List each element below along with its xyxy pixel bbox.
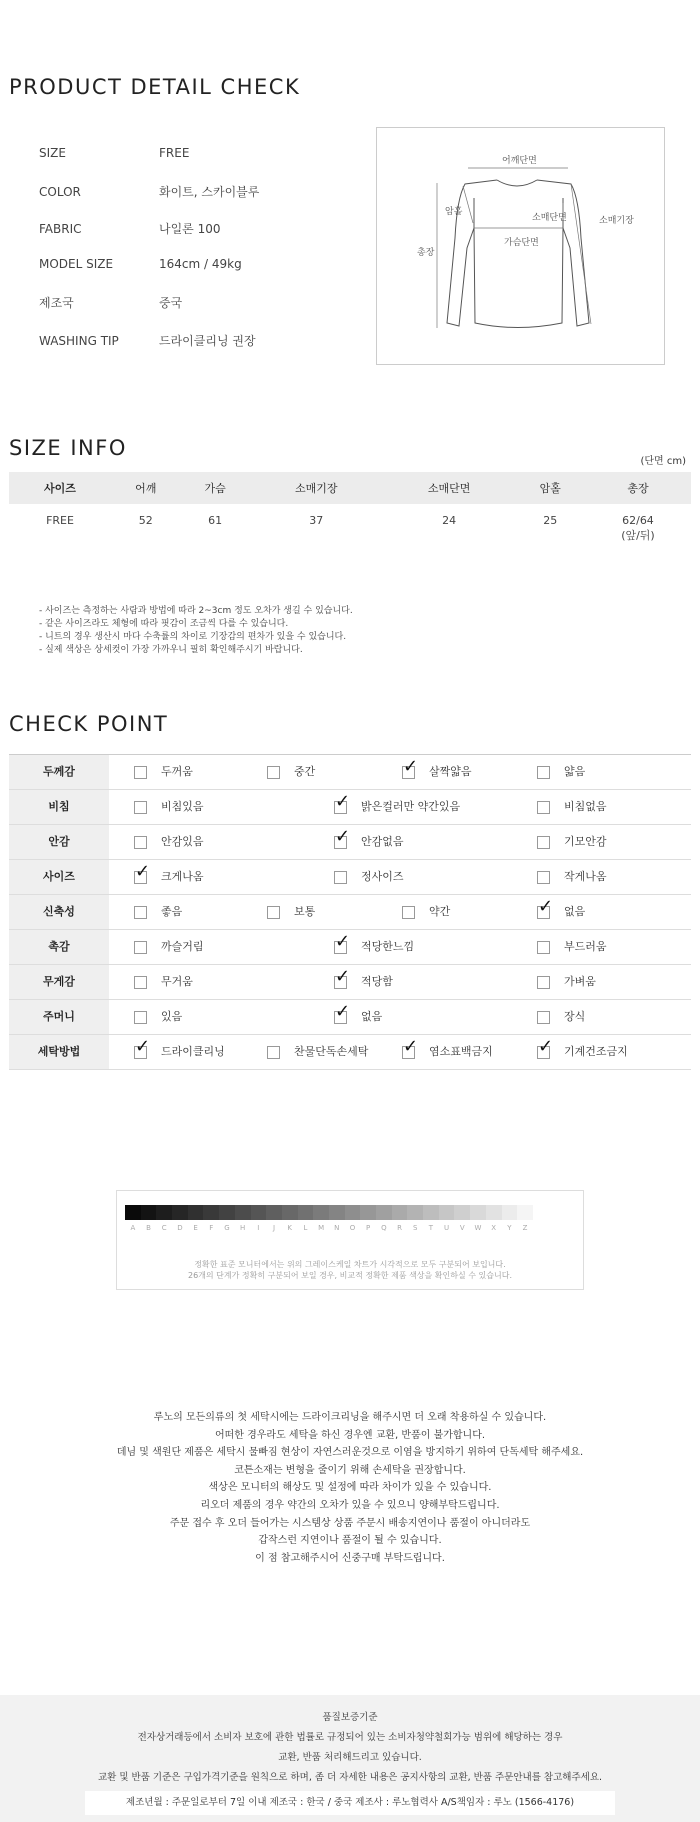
check-point-option[interactable] — [267, 1035, 368, 1069]
check-point-option-label: 찬물단독손세탁 — [294, 1045, 369, 1058]
size-cell-total-value: 62/64 — [622, 514, 654, 527]
grayscale-swatch — [235, 1205, 251, 1220]
grayscale-chart — [116, 1190, 584, 1290]
check-point-option-label: 밝은컬러만 약간있음 — [361, 800, 461, 813]
grayscale-bar — [125, 1205, 533, 1220]
check-point-row — [9, 1000, 691, 1035]
grayscale-swatch — [392, 1205, 408, 1220]
check-point-option[interactable] — [334, 1000, 382, 1034]
size-cell: 37 — [309, 514, 324, 527]
check-point-option-label: 적당함 — [361, 975, 393, 988]
grayscale-letter: W — [474, 1224, 482, 1232]
size-header-cell: 소매단면 — [383, 472, 516, 504]
checkbox-icon[interactable] — [537, 871, 550, 884]
care-line: 코튼소재는 변형을 줄이기 위해 손세탁을 권장합니다. — [234, 1464, 466, 1476]
size-note: - 같은 사이즈라도 체형에 따라 핏감이 조금씩 다를 수 있습니다. — [39, 619, 289, 629]
detail-row — [39, 294, 182, 311]
checkbox-icon[interactable] — [334, 871, 347, 884]
size-cell-total — [585, 504, 691, 544]
check-point-label: 안감 — [9, 825, 109, 859]
size-header-cell: 사이즈 — [9, 472, 111, 504]
check-point-option[interactable] — [537, 755, 585, 789]
checkbox-checked-icon[interactable] — [334, 801, 347, 814]
grayscale-letter: O — [349, 1224, 356, 1232]
detail-label: MODEL SIZE — [39, 257, 114, 271]
checkbox-icon[interactable] — [134, 976, 147, 989]
grayscale-swatch — [407, 1205, 423, 1220]
detail-value: 드라이클리닝 권장 — [159, 334, 256, 348]
check-point-option-label: 염소표백금지 — [429, 1045, 493, 1058]
footer-line: 교환 및 반품 기준은 구입가격기준을 원칙으로 하며, 좀 더 자세한 내용은 공지사항의 교환, 반품 주문안내를 참고해주세요. — [97, 1772, 603, 1783]
detail-row — [39, 183, 259, 200]
detail-row — [39, 220, 221, 237]
grayscale-swatch — [360, 1205, 376, 1220]
size-unit: (단면 cm) — [640, 456, 686, 467]
check-point-row — [9, 790, 691, 825]
check-point-option-label: 비침있음 — [161, 800, 204, 813]
grayscale-letter: Y — [507, 1224, 512, 1232]
detail-title: PRODUCT DETAIL CHECK — [9, 75, 301, 99]
check-point-option-label: 기계건조금지 — [564, 1045, 628, 1058]
check-point-option[interactable] — [134, 965, 193, 999]
check-point-row — [9, 895, 691, 930]
checkbox-checked-icon[interactable] — [334, 941, 347, 954]
check-point-option-label: 크게나옴 — [161, 870, 204, 883]
grayscale-letter: H — [240, 1224, 246, 1232]
check-point-option[interactable] — [134, 1035, 225, 1069]
check-point-option[interactable] — [537, 1035, 628, 1069]
size-info-title: SIZE INFO — [9, 436, 127, 460]
checkbox-icon[interactable] — [267, 766, 280, 779]
check-point-row — [9, 825, 691, 860]
check-point-option-label: 보통 — [294, 905, 316, 918]
diagram-chest-label: 가슴단면 — [504, 238, 539, 248]
check-point-option-label: 두꺼움 — [161, 765, 193, 778]
grayscale-swatch — [329, 1205, 345, 1220]
grayscale-swatch — [517, 1205, 533, 1220]
check-point-option[interactable] — [537, 790, 607, 824]
checkbox-checked-icon[interactable] — [402, 1046, 415, 1059]
detail-label: FABRIC — [39, 222, 82, 236]
detail-label: 제조국 — [39, 296, 74, 310]
checkbox-icon[interactable] — [537, 1011, 550, 1024]
footer-info-bar: 제조년월 : 주문일로부터 7일 이내 제조국 : 한국 / 중국 제조사 : 루노협력사 A/S책임자 : 루노 (1566-4176) — [85, 1791, 615, 1815]
check-point-title: CHECK POINT — [9, 712, 169, 736]
check-point-option[interactable] — [334, 860, 404, 894]
size-cell: 61 — [208, 514, 223, 527]
check-point-option-label: 살짝얇음 — [429, 765, 472, 778]
grayscale-letter: R — [397, 1224, 402, 1232]
grayscale-letter: S — [412, 1224, 418, 1232]
grayscale-letter: Q — [381, 1224, 387, 1232]
grayscale-letters — [125, 1224, 533, 1232]
checkbox-icon[interactable] — [402, 906, 415, 919]
check-point-row — [9, 755, 691, 790]
diagram-shoulder-label: 어깨단면 — [502, 156, 537, 166]
detail-value: 중국 — [159, 296, 183, 310]
care-line: 리오더 제품의 경우 약간의 오차가 있을 수 있으니 양해부탁드립니다. — [200, 1499, 500, 1511]
checkbox-icon[interactable] — [537, 766, 550, 779]
check-point-label: 비침 — [9, 790, 109, 824]
grayscale-letter: T — [428, 1224, 434, 1232]
size-header-cell: 총장 — [585, 472, 691, 504]
grayscale-swatch — [298, 1205, 314, 1220]
grayscale-swatch — [219, 1205, 235, 1220]
grayscale-swatch — [376, 1205, 392, 1220]
checkbox-icon[interactable] — [537, 941, 550, 954]
detail-label: SIZE — [39, 146, 66, 160]
grayscale-swatch — [188, 1205, 204, 1220]
check-point-row — [9, 965, 691, 1000]
grayscale-letter: A — [130, 1224, 136, 1232]
check-point-row — [9, 1035, 691, 1070]
checkbox-icon[interactable] — [537, 801, 550, 814]
check-point-option[interactable] — [134, 755, 193, 789]
check-point-option-label: 부드러움 — [564, 940, 607, 953]
grayscale-note-2: 26개의 단계가 정확히 구분되어 보일 경우, 비교적 정확한 제품 색상을 확인하실 수 있습니다. — [188, 1271, 512, 1280]
grayscale-letter: M — [318, 1224, 325, 1232]
grayscale-swatch — [172, 1205, 188, 1220]
grayscale-swatch — [203, 1205, 219, 1220]
checkbox-checked-icon[interactable] — [537, 906, 550, 919]
check-point-label: 사이즈 — [9, 860, 109, 894]
grayscale-swatch — [470, 1205, 486, 1220]
check-point-option[interactable] — [267, 755, 315, 789]
size-table-header — [9, 472, 691, 504]
grayscale-swatch — [486, 1205, 502, 1220]
check-point-option[interactable] — [334, 790, 460, 824]
checkbox-icon[interactable] — [537, 836, 550, 849]
size-note: - 니트의 경우 생산시 마다 수축률의 차이로 기장감의 편차가 있을 수 있습니다. — [39, 632, 347, 642]
detail-label: COLOR — [39, 185, 81, 199]
footer-line: 전자상거래등에서 소비자 보호에 관한 법률로 규정되어 있는 소비자청약철회가능 범위에 해당하는 경우 — [137, 1732, 563, 1743]
check-point-option-label: 까슬거림 — [161, 940, 204, 953]
check-point-option[interactable] — [134, 1000, 182, 1034]
grayscale-letter: E — [193, 1224, 198, 1232]
grayscale-swatch — [125, 1205, 141, 1220]
check-point-option-label: 안감있음 — [161, 835, 204, 848]
check-point-row — [9, 860, 691, 895]
grayscale-swatch — [423, 1205, 439, 1220]
detail-value: 164cm / 49kg — [159, 257, 242, 271]
checkbox-icon[interactable] — [134, 1011, 147, 1024]
check-point-option[interactable] — [334, 965, 393, 999]
check-point-option-label: 가벼움 — [564, 975, 596, 988]
check-point-option-label: 비침없음 — [564, 800, 607, 813]
size-table — [9, 472, 691, 544]
grayscale-swatch — [251, 1205, 267, 1220]
care-line: 루노의 모든의류의 첫 세탁시에는 드라이크리닝을 해주시면 더 오래 착용하실 수 있습니다. — [153, 1412, 547, 1423]
grayscale-letter: D — [177, 1224, 183, 1232]
check-point-option-label: 기모안감 — [564, 835, 607, 848]
check-point-option[interactable] — [134, 895, 182, 929]
check-point-option-label: 적당한느낌 — [361, 940, 415, 953]
grayscale-swatch — [156, 1205, 172, 1220]
detail-row — [39, 146, 189, 160]
grayscale-swatch — [345, 1205, 361, 1220]
detail-row — [39, 257, 242, 271]
check-point-option[interactable] — [134, 790, 204, 824]
checkbox-checked-icon[interactable] — [334, 836, 347, 849]
grayscale-swatch — [439, 1205, 455, 1220]
grayscale-letter: Z — [522, 1224, 528, 1232]
checkbox-icon[interactable] — [134, 906, 147, 919]
care-line: 갑작스런 지연이나 품절이 될 수 있습니다. — [258, 1535, 442, 1547]
check-point-option-label: 약간 — [429, 905, 451, 918]
grayscale-letter: B — [146, 1224, 151, 1232]
footer-line: 교환, 반품 처리해드리고 있습니다. — [278, 1752, 422, 1763]
grayscale-letter: V — [459, 1224, 465, 1232]
check-point-option[interactable] — [537, 1000, 585, 1034]
grayscale-letter: F — [209, 1224, 214, 1232]
size-note: - 실제 색상은 상세컷이 가장 가까우니 필히 확인해주시기 바랍니다. — [39, 645, 303, 655]
size-table-row — [9, 504, 691, 544]
size-cell-total-note: (앞/뒤) — [621, 529, 655, 542]
size-cell: 52 — [138, 514, 153, 527]
detail-value: FREE — [159, 146, 190, 160]
size-header-cell: 가슴 — [180, 472, 249, 504]
check-point-option[interactable] — [334, 825, 404, 859]
check-point-label: 무게감 — [9, 965, 109, 999]
check-point-option-label: 없음 — [361, 1010, 383, 1023]
care-line: 주문 접수 후 오더 들어가는 시스템상 상품 주문시 배송지연이나 품절이 아니더라도 — [169, 1517, 531, 1529]
check-point-option-label: 무거움 — [161, 975, 193, 988]
checkbox-checked-icon[interactable] — [402, 766, 415, 779]
grayscale-swatch — [266, 1205, 282, 1220]
grayscale-note-1: 정확한 표준 모니터에서는 위의 그레이스케일 차트가 시각적으로 모두 구분되어 보입니다. — [194, 1260, 506, 1269]
size-header-cell: 소매기장 — [250, 472, 383, 504]
grayscale-letter: P — [366, 1224, 371, 1232]
check-point-option[interactable] — [537, 825, 607, 859]
size-diagram — [376, 127, 665, 365]
checkbox-icon[interactable] — [267, 1046, 280, 1059]
grayscale-letter: N — [334, 1224, 340, 1232]
quality-footer — [0, 1695, 700, 1822]
checkbox-icon[interactable] — [134, 766, 147, 779]
check-point-label: 신축성 — [9, 895, 109, 929]
check-point-option[interactable] — [402, 895, 450, 929]
check-point-option[interactable] — [134, 930, 204, 964]
check-point-option-label: 장식 — [564, 1010, 586, 1023]
footer-title: 품질보증기준 — [322, 1712, 378, 1723]
check-point-option[interactable] — [267, 895, 315, 929]
grayscale-letter: C — [161, 1224, 167, 1232]
size-header-cell: 암홀 — [516, 472, 585, 504]
check-point-option-label: 중간 — [294, 765, 316, 778]
checkbox-icon[interactable] — [134, 836, 147, 849]
grayscale-letter: J — [272, 1224, 276, 1232]
check-point-option[interactable] — [134, 860, 204, 894]
size-cell: 25 — [543, 514, 558, 527]
check-point-label: 촉감 — [9, 930, 109, 964]
checkbox-icon[interactable] — [267, 906, 280, 919]
check-point-option-label: 작게나옴 — [564, 870, 607, 883]
grayscale-swatch — [313, 1205, 329, 1220]
check-point-option-label: 얇음 — [564, 765, 586, 778]
size-note: - 사이즈는 측정하는 사람과 방법에 따라 2~3cm 정도 오차가 생길 수 있습니다. — [39, 606, 353, 616]
check-point-option[interactable] — [134, 825, 204, 859]
size-header-cell: 어깨 — [111, 472, 180, 504]
size-notes — [39, 605, 353, 657]
checkbox-checked-icon[interactable] — [134, 871, 147, 884]
care-line: 이 점 참고해주시어 신중구매 부탁드립니다. — [255, 1552, 445, 1564]
diagram-sleeve-length-label: 소매기장 — [599, 216, 634, 226]
check-point-option-label: 정사이즈 — [361, 870, 404, 883]
check-point-option[interactable] — [537, 930, 607, 964]
check-point-label: 두께감 — [9, 755, 109, 789]
grayscale-swatch — [141, 1205, 157, 1220]
grayscale-swatch — [282, 1205, 298, 1220]
check-point-option-label: 드라이클리닝 — [161, 1045, 225, 1058]
checkbox-checked-icon[interactable] — [334, 1011, 347, 1024]
diagram-total-length-label: 총장 — [417, 248, 435, 258]
detail-value: 나일론 100 — [159, 222, 221, 236]
grayscale-letter: I — [257, 1224, 260, 1232]
checkbox-checked-icon[interactable] — [134, 1046, 147, 1059]
check-point-option-label: 좋음 — [161, 905, 183, 918]
checkbox-checked-icon[interactable] — [537, 1046, 550, 1059]
grayscale-swatch — [454, 1205, 470, 1220]
check-point-label: 세탁방법 — [9, 1035, 109, 1069]
grayscale-swatch — [502, 1205, 518, 1220]
diagram-armhole-label: 암홀 — [445, 207, 463, 217]
diagram-sleeve-width-label: 소매단면 — [532, 213, 567, 223]
grayscale-letter: X — [491, 1224, 497, 1232]
detail-value: 화이트, 스카이블루 — [159, 185, 260, 199]
grayscale-letter: U — [444, 1224, 450, 1232]
checkbox-icon[interactable] — [134, 801, 147, 814]
size-cell: 24 — [442, 514, 457, 527]
detail-row — [39, 332, 256, 349]
check-point-row — [9, 930, 691, 965]
detail-label: WASHING TIP — [39, 334, 119, 348]
size-cell: FREE — [46, 514, 74, 527]
check-point-option-label: 없음 — [564, 905, 586, 918]
grayscale-letter: G — [224, 1224, 230, 1232]
check-point-option[interactable] — [537, 860, 607, 894]
care-line: 색상은 모니터의 해상도 및 설정에 따라 차이가 있을 수 있습니다. — [208, 1482, 492, 1494]
check-point-option[interactable] — [537, 965, 596, 999]
grayscale-letter: L — [303, 1224, 308, 1232]
checkbox-checked-icon[interactable] — [334, 976, 347, 989]
check-point-label: 주머니 — [9, 1000, 109, 1034]
check-point-option[interactable] — [402, 1035, 493, 1069]
care-line: 어떠한 경우라도 세탁을 하신 경우엔 교환, 반품이 불가합니다. — [214, 1429, 486, 1441]
care-line: 데님 및 색원단 제품은 세탁시 물빠짐 현상이 자연스러운것으로 이염을 방지하기 위하여 단독세탁 해주세요. — [116, 1447, 584, 1459]
checkbox-icon[interactable] — [134, 941, 147, 954]
check-point-option[interactable] — [402, 755, 472, 789]
check-point-option[interactable] — [537, 895, 585, 929]
checkbox-icon[interactable] — [537, 976, 550, 989]
grayscale-letter: K — [287, 1224, 293, 1232]
check-point-option-label: 안감없음 — [361, 835, 404, 848]
check-point-option-label: 있음 — [161, 1010, 183, 1023]
care-notice — [0, 1409, 700, 1567]
check-point-option[interactable] — [334, 930, 414, 964]
